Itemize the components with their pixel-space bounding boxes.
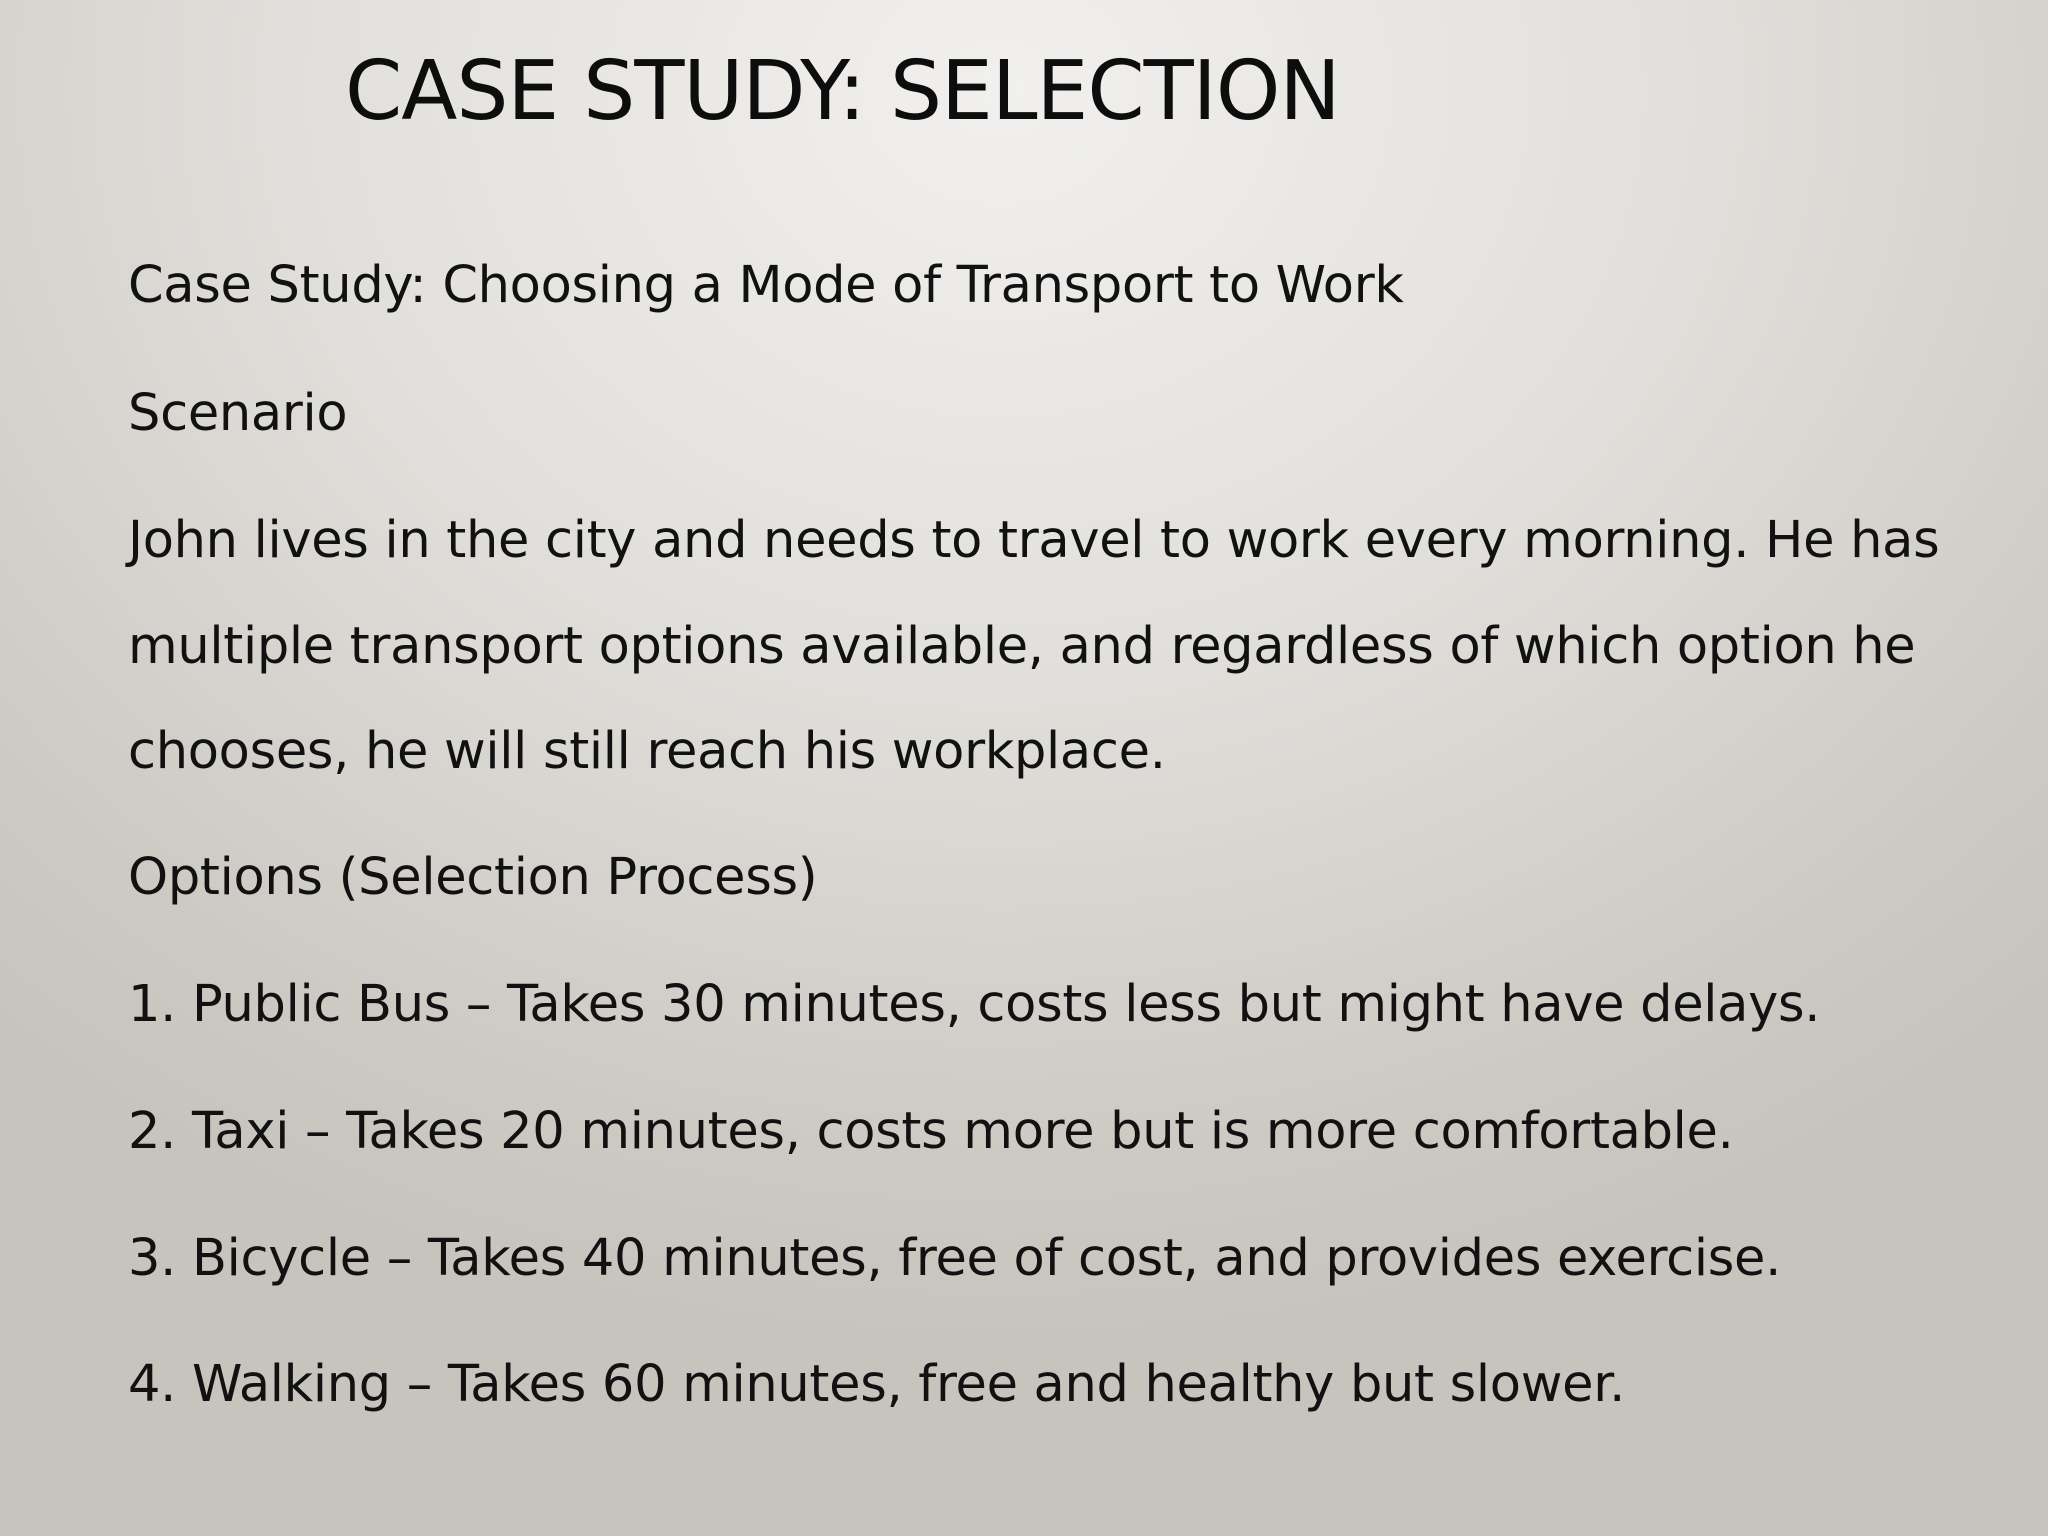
option-item: 1. Public Bus – Takes 30 minutes, costs less but might have delays. xyxy=(128,975,1821,1034)
option-item: 3. Bicycle – Takes 40 minutes, free of cost, and provides exercise. xyxy=(128,1229,1781,1288)
scenario-line: John lives in the city and needs to travel to work every morning. He has xyxy=(128,511,1940,570)
scenario-line: chooses, he will still reach his workplace. xyxy=(128,722,1166,781)
option-item: 4. Walking – Takes 60 minutes, free and healthy but slower. xyxy=(128,1355,1626,1414)
scenario-heading: Scenario xyxy=(128,384,348,443)
case-study-subtitle: Case Study: Choosing a Mode of Transport to Work xyxy=(128,256,1404,315)
slide-title: CASE STUDY: SELECTION xyxy=(345,44,1340,139)
option-item: 2. Taxi – Takes 20 minutes, costs more but is more comfortable. xyxy=(128,1102,1734,1161)
options-heading: Options (Selection Process) xyxy=(128,848,818,907)
scenario-line: multiple transport options available, and regardless of which option he xyxy=(128,617,1916,676)
